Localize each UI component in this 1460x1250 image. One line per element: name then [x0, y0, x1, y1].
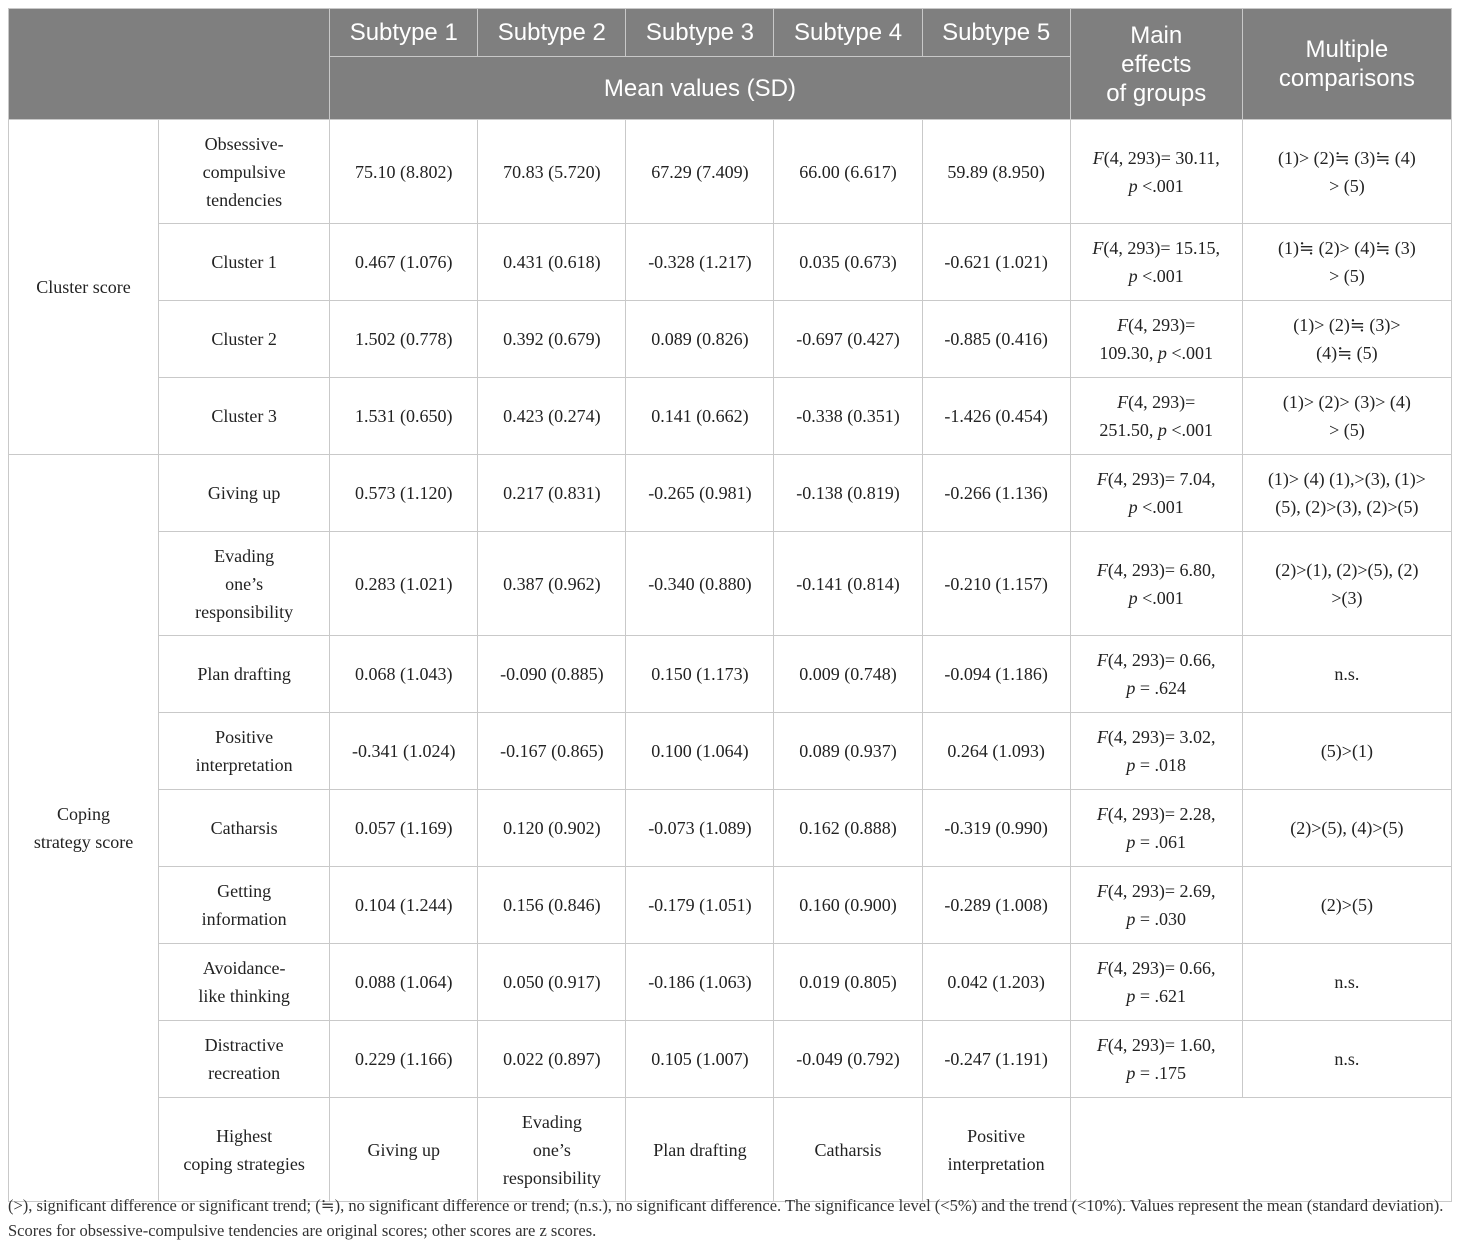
multiple-comparison-cell: n.s. — [1242, 1021, 1451, 1098]
value-cell-subtype-4: 0.019 (0.805) — [774, 944, 922, 1021]
value-cell-subtype-3: -0.265 (0.981) — [626, 455, 774, 532]
row-label: Cluster 3 — [159, 378, 330, 455]
value-cell-subtype-5: 0.042 (1.203) — [922, 944, 1070, 1021]
group-cluster-score: Cluster score — [9, 120, 159, 455]
value-cell-subtype-4: -0.697 (0.427) — [774, 301, 922, 378]
value-cell-subtype-1: -0.341 (1.024) — [330, 713, 478, 790]
multiple-comparison-cell: n.s. — [1242, 636, 1451, 713]
value-cell-subtype-2: 0.387 (0.962) — [478, 532, 626, 636]
value-cell-subtype-3: 0.150 (1.173) — [626, 636, 774, 713]
value-cell-subtype-4: -0.138 (0.819) — [774, 455, 922, 532]
table-row — [9, 944, 1452, 1021]
value-cell-subtype-2: 0.022 (0.897) — [478, 1021, 626, 1098]
header-multiple-comparisons: Multiple comparisons — [1242, 9, 1451, 120]
table-row — [9, 224, 1452, 301]
main-effect-cell: F(4, 293)= 1.60, p = .175 — [1070, 1021, 1242, 1098]
highest-strategy-subtype-5: Positive interpretation — [922, 1098, 1070, 1202]
value-cell-subtype-2: 0.120 (0.902) — [478, 790, 626, 867]
main-effect-cell: F(4, 293)= 15.15, p <.001 — [1070, 224, 1242, 301]
row-label: Getting information — [159, 867, 330, 944]
value-cell-subtype-3: 0.105 (1.007) — [626, 1021, 774, 1098]
table-row — [9, 120, 1452, 224]
multiple-comparison-cell: (2)>(5) — [1242, 867, 1451, 944]
row-label: Catharsis — [159, 790, 330, 867]
row-label: Obsessive- compulsive tendencies — [159, 120, 330, 224]
row-label: Evading one’s responsibility — [159, 532, 330, 636]
value-cell-subtype-1: 1.531 (0.650) — [330, 378, 478, 455]
value-cell-subtype-2: 0.217 (0.831) — [478, 455, 626, 532]
value-cell-subtype-2: 70.83 (5.720) — [478, 120, 626, 224]
value-cell-subtype-1: 0.088 (1.064) — [330, 944, 478, 1021]
value-cell-subtype-5: -0.621 (1.021) — [922, 224, 1070, 301]
row-label: Positive interpretation — [159, 713, 330, 790]
header-subtype-4: Subtype 4 — [774, 9, 922, 57]
row-label: Giving up — [159, 455, 330, 532]
main-effect-cell: F(4, 293)= 0.66, p = .621 — [1070, 944, 1242, 1021]
table-footnote: (>), significant difference or significant trend; (≒), no significant difference or trend; (n.s.), no significant difference. The significance level (<5%) and the trend (<10%). Values represent the mean (standard deviation). Scores for obsessive-compulsive tendencies are original scores; other scores are z scores. — [8, 1196, 1444, 1240]
multiple-comparison-cell: n.s. — [1242, 944, 1451, 1021]
value-cell-subtype-5: -0.247 (1.191) — [922, 1021, 1070, 1098]
table-body — [9, 120, 1452, 1202]
table-row — [9, 378, 1452, 455]
main-effect-cell: F(4, 293)= 109.30, p <.001 — [1070, 301, 1242, 378]
value-cell-subtype-1: 1.502 (0.778) — [330, 301, 478, 378]
multiple-comparison-cell: (1)> (2)≒ (3)≒ (4) > (5) — [1242, 120, 1451, 224]
value-cell-subtype-5: -1.426 (0.454) — [922, 378, 1070, 455]
value-cell-subtype-2: -0.167 (0.865) — [478, 713, 626, 790]
value-cell-subtype-2: 0.431 (0.618) — [478, 224, 626, 301]
main-effect-cell: F(4, 293)= 7.04, p <.001 — [1070, 455, 1242, 532]
row-label: Cluster 2 — [159, 301, 330, 378]
value-cell-subtype-1: 75.10 (8.802) — [330, 120, 478, 224]
table-row — [9, 532, 1452, 636]
value-cell-subtype-3: 0.141 (0.662) — [626, 378, 774, 455]
value-cell-subtype-3: -0.186 (1.063) — [626, 944, 774, 1021]
table-row — [9, 636, 1452, 713]
highest-strategy-subtype-4: Catharsis — [774, 1098, 922, 1202]
results-table-container — [8, 8, 1452, 1202]
table-row — [9, 455, 1452, 532]
value-cell-subtype-1: 0.283 (1.021) — [330, 532, 478, 636]
main-effect-cell: F(4, 293)= 6.80, p <.001 — [1070, 532, 1242, 636]
value-cell-subtype-4: -0.049 (0.792) — [774, 1021, 922, 1098]
value-cell-subtype-2: 0.423 (0.274) — [478, 378, 626, 455]
value-cell-subtype-2: -0.090 (0.885) — [478, 636, 626, 713]
multiple-comparison-cell: (1)> (2)> (3)> (4) > (5) — [1242, 378, 1451, 455]
value-cell-subtype-5: 0.264 (1.093) — [922, 713, 1070, 790]
value-cell-subtype-1: 0.068 (1.043) — [330, 636, 478, 713]
header-subtype-3: Subtype 3 — [626, 9, 774, 57]
value-cell-subtype-4: -0.338 (0.351) — [774, 378, 922, 455]
value-cell-subtype-5: -0.319 (0.990) — [922, 790, 1070, 867]
multiple-comparison-cell: (2)>(5), (4)>(5) — [1242, 790, 1451, 867]
highest-strategy-subtype-2: Evading one’s responsibility — [478, 1098, 626, 1202]
row-label: Plan drafting — [159, 636, 330, 713]
table-row — [9, 1021, 1452, 1098]
table-row — [9, 301, 1452, 378]
group-coping-strategy-score: Coping strategy score — [9, 455, 159, 1202]
row-label: Highest coping strategies — [159, 1098, 330, 1202]
value-cell-subtype-4: 0.160 (0.900) — [774, 867, 922, 944]
value-cell-subtype-4: -0.141 (0.814) — [774, 532, 922, 636]
value-cell-subtype-3: -0.340 (0.880) — [626, 532, 774, 636]
table-row — [9, 713, 1452, 790]
value-cell-subtype-2: 0.392 (0.679) — [478, 301, 626, 378]
header-subtype-5: Subtype 5 — [922, 9, 1070, 57]
main-effect-cell: F(4, 293)= 251.50, p <.001 — [1070, 378, 1242, 455]
table-row — [9, 790, 1452, 867]
header-mean-values: Mean values (SD) — [330, 57, 1070, 120]
value-cell-subtype-1: 0.573 (1.120) — [330, 455, 478, 532]
value-cell-subtype-4: 0.035 (0.673) — [774, 224, 922, 301]
value-cell-subtype-3: -0.328 (1.217) — [626, 224, 774, 301]
value-cell-subtype-5: -0.885 (0.416) — [922, 301, 1070, 378]
main-effect-cell: F(4, 293)= 2.28, p = .061 — [1070, 790, 1242, 867]
value-cell-subtype-2: 0.050 (0.917) — [478, 944, 626, 1021]
value-cell-subtype-5: -0.266 (1.136) — [922, 455, 1070, 532]
value-cell-subtype-4: 0.162 (0.888) — [774, 790, 922, 867]
value-cell-subtype-1: 0.467 (1.076) — [330, 224, 478, 301]
value-cell-subtype-3: 67.29 (7.409) — [626, 120, 774, 224]
header-main-effects: Main effects of groups — [1070, 9, 1242, 120]
empty-cell — [1070, 1098, 1451, 1202]
table-header — [9, 9, 1452, 120]
value-cell-subtype-1: 0.229 (1.166) — [330, 1021, 478, 1098]
header-corner — [9, 9, 330, 120]
value-cell-subtype-5: 59.89 (8.950) — [922, 120, 1070, 224]
table-row-highest — [9, 1098, 1452, 1202]
main-effect-cell: F(4, 293)= 2.69, p = .030 — [1070, 867, 1242, 944]
value-cell-subtype-3: -0.179 (1.051) — [626, 867, 774, 944]
main-effect-cell: F(4, 293)= 3.02, p = .018 — [1070, 713, 1242, 790]
value-cell-subtype-2: 0.156 (0.846) — [478, 867, 626, 944]
value-cell-subtype-4: 0.089 (0.937) — [774, 713, 922, 790]
multiple-comparison-cell: (2)>(1), (2)>(5), (2) >(3) — [1242, 532, 1451, 636]
main-effect-cell: F(4, 293)= 30.11, p <.001 — [1070, 120, 1242, 224]
table-row — [9, 867, 1452, 944]
value-cell-subtype-3: 0.089 (0.826) — [626, 301, 774, 378]
row-label: Distractive recreation — [159, 1021, 330, 1098]
value-cell-subtype-4: 66.00 (6.617) — [774, 120, 922, 224]
row-label: Cluster 1 — [159, 224, 330, 301]
multiple-comparison-cell: (1)> (4) (1),>(3), (1)> (5), (2)>(3), (2)>(5) — [1242, 455, 1451, 532]
results-table — [8, 8, 1452, 1202]
value-cell-subtype-5: -0.289 (1.008) — [922, 867, 1070, 944]
value-cell-subtype-3: -0.073 (1.089) — [626, 790, 774, 867]
value-cell-subtype-5: -0.210 (1.157) — [922, 532, 1070, 636]
row-label: Avoidance- like thinking — [159, 944, 330, 1021]
multiple-comparison-cell: (1)> (2)≒ (3)> (4)≒ (5) — [1242, 301, 1451, 378]
multiple-comparison-cell: (1)≒ (2)> (4)≒ (3) > (5) — [1242, 224, 1451, 301]
value-cell-subtype-4: 0.009 (0.748) — [774, 636, 922, 713]
highest-strategy-subtype-3: Plan drafting — [626, 1098, 774, 1202]
value-cell-subtype-3: 0.100 (1.064) — [626, 713, 774, 790]
main-effect-cell: F(4, 293)= 0.66, p = .624 — [1070, 636, 1242, 713]
multiple-comparison-cell: (5)>(1) — [1242, 713, 1451, 790]
highest-strategy-subtype-1: Giving up — [330, 1098, 478, 1202]
value-cell-subtype-1: 0.104 (1.244) — [330, 867, 478, 944]
header-subtype-2: Subtype 2 — [478, 9, 626, 57]
value-cell-subtype-1: 0.057 (1.169) — [330, 790, 478, 867]
header-subtype-1: Subtype 1 — [330, 9, 478, 57]
value-cell-subtype-5: -0.094 (1.186) — [922, 636, 1070, 713]
